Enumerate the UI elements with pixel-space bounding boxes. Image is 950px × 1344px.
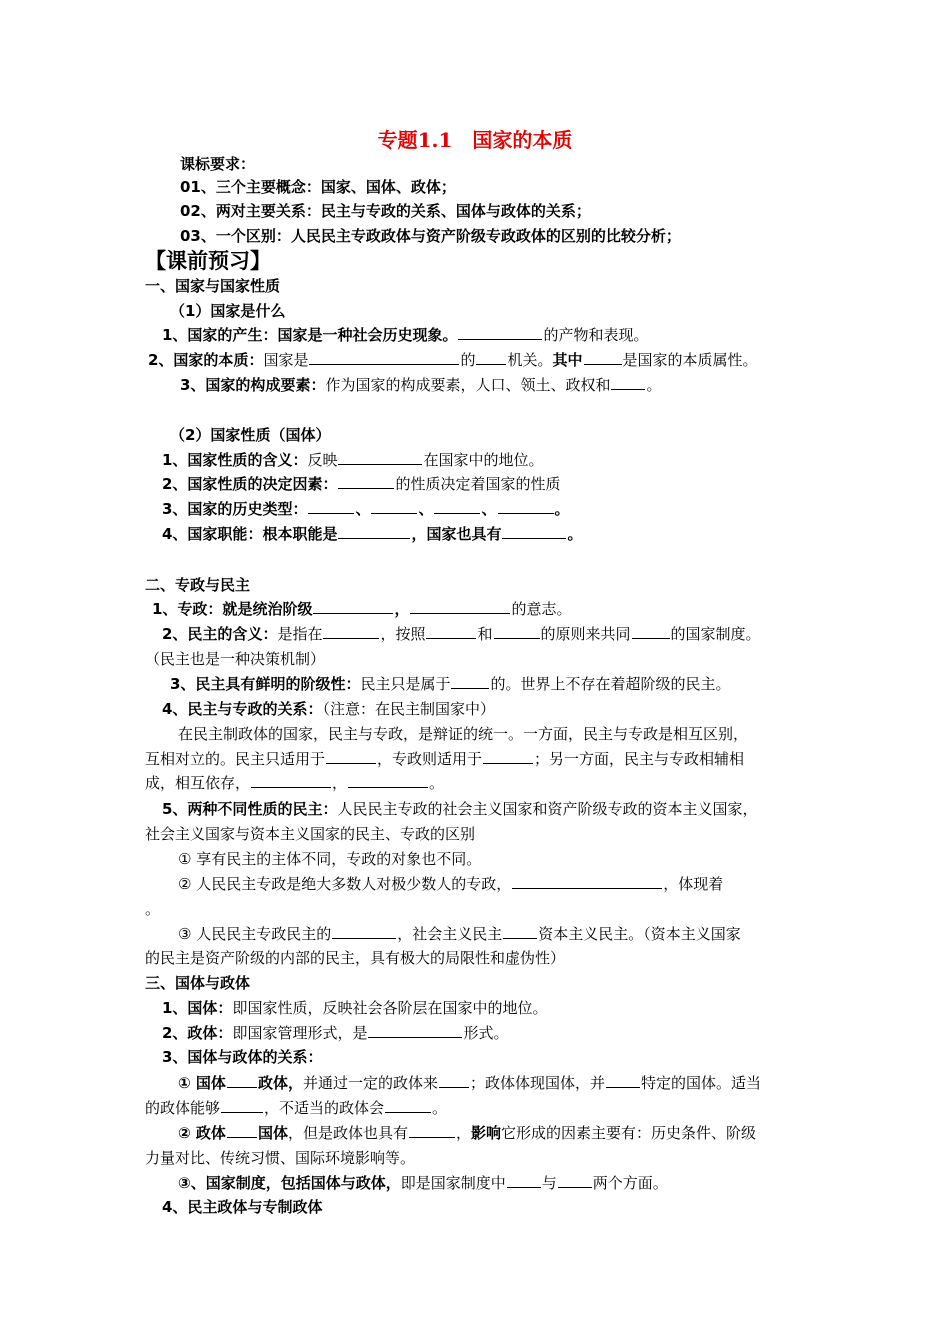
text: ② 政体	[178, 1124, 226, 1142]
text: 。	[432, 1099, 448, 1117]
s2-line-5	[162, 799, 757, 819]
text: 的	[460, 351, 476, 369]
subsection-1-title: （1）国家是什么	[170, 302, 286, 320]
fill-blank[interactable]	[348, 773, 428, 788]
section-3-title: 三、国体与政体	[145, 974, 251, 992]
fill-blank[interactable]	[507, 1173, 541, 1188]
fill-blank[interactable]	[512, 874, 662, 889]
text: 4、国家职能：根本职能是	[162, 525, 338, 543]
text: 人民民主专政的社会主义国家和资产阶级专政的资本主义国家，	[337, 800, 758, 818]
text: 并通过一定的政体来	[302, 1074, 438, 1092]
s2-compare-3-cont: 的民主是资产阶级的内部的民主，具有极大的局限性和虚伪性）	[145, 949, 566, 967]
fill-blank[interactable]	[338, 450, 422, 465]
s2-compare-3	[178, 924, 741, 944]
text: 1、国家的产生：国家是一种社会历史现象。	[162, 326, 458, 344]
separator: 、	[355, 500, 371, 518]
text: 资本主义民主。（资本主义国家	[538, 925, 741, 943]
fill-blank[interactable]	[451, 674, 489, 689]
s2-paragraph-line: 在民主制政体的国家，民主与专政，是辩证的统一。一方面，民主与专政是相互区别，	[178, 725, 749, 743]
s1-line-3	[180, 375, 661, 395]
s3-relation-2-cont: 力量对比、传统习惯、国际环境影响等。	[145, 1149, 416, 1167]
s1-item-2	[162, 474, 560, 494]
text: 影响	[470, 1124, 501, 1142]
text: 3、国家的历史类型：	[162, 500, 308, 518]
text: ；政体体现国体，并	[469, 1074, 605, 1092]
text: ，	[332, 774, 348, 792]
fill-blank[interactable]	[309, 350, 459, 365]
text: 反映	[307, 451, 338, 469]
text: 3、民主具有鲜明的阶级性：	[170, 675, 361, 693]
s3-relation-1-cont	[145, 1098, 447, 1118]
section-2-title: 二、专政与民主	[145, 576, 251, 594]
text: 是指在	[277, 625, 323, 643]
fill-blank[interactable]	[308, 499, 354, 514]
text: 2、国家性质的决定因素：	[162, 475, 338, 493]
fill-blank[interactable]	[326, 749, 376, 764]
text: 2、国家的本质：	[148, 351, 264, 369]
text: 政体，	[257, 1074, 303, 1092]
text: 的性质决定着国家的性质	[395, 475, 561, 493]
text: 的原则来共同	[540, 625, 631, 643]
s1-line-1	[162, 325, 648, 345]
fill-blank[interactable]	[426, 624, 476, 639]
separator: 、	[481, 500, 497, 518]
text: 形式。	[463, 1024, 509, 1042]
s2-paragraph-line	[145, 773, 444, 793]
text: 的意志。	[511, 600, 572, 618]
text: 的国家制度。	[670, 625, 761, 643]
preview-heading: 【课前预习】	[145, 249, 271, 273]
text: 即国家性质，反映社会各阶层在国家中的地位。	[232, 999, 548, 1017]
fill-blank[interactable]	[502, 524, 566, 539]
text: 的政体能够	[145, 1099, 221, 1117]
text: 在国家中的地位。	[423, 451, 544, 469]
fill-blank[interactable]	[606, 1073, 640, 1088]
s3-line-2	[162, 1023, 508, 1043]
text: 即是国家制度中	[400, 1174, 506, 1192]
fill-blank[interactable]	[338, 474, 394, 489]
text: 互相对立的。民主只适用于	[145, 750, 326, 768]
text: 成，相互依存，	[145, 774, 251, 792]
text: ，按照	[380, 625, 426, 643]
s3-line-1	[162, 998, 547, 1018]
fill-blank[interactable]	[313, 599, 393, 614]
text: 。	[646, 376, 662, 394]
fill-blank[interactable]	[503, 924, 537, 939]
fill-blank[interactable]	[498, 499, 554, 514]
text: ，	[455, 1124, 471, 1142]
fill-blank[interactable]	[332, 924, 396, 939]
s1-item-3	[162, 499, 570, 519]
fill-blank[interactable]	[494, 624, 540, 639]
fill-blank[interactable]	[323, 624, 379, 639]
requirements-label: 课标要求：	[180, 155, 256, 173]
text: 。	[554, 500, 570, 518]
text: 3、国家的构成要素：	[180, 376, 326, 394]
s3-line-4: 4、民主政体与专制政体	[162, 1198, 323, 1216]
s2-line-4	[162, 699, 495, 719]
fill-blank[interactable]	[458, 325, 542, 340]
s2-line-1	[152, 599, 571, 619]
text: ① 国体	[178, 1074, 226, 1092]
text: 的产物和表现。	[543, 326, 649, 344]
fill-blank[interactable]	[368, 1023, 462, 1038]
text: 特定的国体。适当	[640, 1074, 761, 1092]
text: 2、政体：	[162, 1024, 233, 1042]
text: 1、国家性质的含义：	[162, 451, 308, 469]
fill-blank[interactable]	[434, 499, 480, 514]
text: ，国家也具有	[411, 525, 502, 543]
fill-blank[interactable]	[385, 1098, 431, 1113]
text: 4、民主与专政的关系：	[162, 700, 323, 718]
text: 与	[541, 1174, 557, 1192]
fill-blank[interactable]	[371, 499, 417, 514]
text: ，不适当的政体会	[264, 1099, 385, 1117]
text: 5、两种不同性质的民主：	[162, 800, 338, 818]
text: 是国家的本质属性。	[622, 351, 758, 369]
fill-blank[interactable]	[558, 1173, 592, 1188]
text: 即国家管理形式，是	[232, 1024, 368, 1042]
s3-relation-2	[178, 1123, 756, 1143]
text: 机关。	[507, 351, 553, 369]
fill-blank[interactable]	[410, 599, 510, 614]
section-1-title: 一、国家与国家性质	[145, 277, 281, 295]
fill-blank[interactable]	[584, 350, 622, 365]
fill-blank[interactable]	[221, 1098, 263, 1113]
text: 。	[429, 774, 445, 792]
text: 1、国体：	[162, 999, 233, 1017]
s3-relation-3	[178, 1173, 668, 1193]
text: 和	[477, 625, 493, 643]
text: ② 人民民主专政是绝大多数人对极少数人的专政，	[178, 875, 512, 893]
s2-compare-2	[178, 874, 723, 894]
s2-line-5-cont: 社会主义国家与资本主义国家的民主、专政的区别	[145, 825, 476, 843]
subsection-2-title: （2）国家性质（国体）	[170, 426, 331, 444]
text: 作为国家的构成要素，人口、领土、政权和	[325, 376, 611, 394]
s1-item-1	[162, 450, 543, 470]
text: 民主只是属于	[360, 675, 451, 693]
text: ；另一方面，民主与专政相辅相	[534, 750, 745, 768]
fill-blank[interactable]	[251, 773, 331, 788]
text: 2、民主的含义：	[162, 625, 278, 643]
requirement-item: 03、一个区别：人民民主专政政体与资产阶级专政政体的区别的比较分析；	[180, 227, 681, 245]
fill-blank[interactable]	[483, 749, 533, 764]
text: ，社会主义民主	[397, 925, 503, 943]
fill-blank[interactable]	[227, 1073, 257, 1088]
s2-compare-1: ① 享有民主的主体不同，专政的对象也不同。	[178, 850, 482, 868]
s3-relation-1	[178, 1073, 761, 1093]
fill-blank[interactable]	[338, 524, 410, 539]
fill-blank[interactable]	[227, 1123, 257, 1138]
s2-note: （民主也是一种决策机制）	[145, 650, 326, 668]
text: 其中	[552, 351, 583, 369]
text: ③、国家制度，包括国体与政体，	[178, 1174, 401, 1192]
text: 国体	[257, 1124, 288, 1142]
text: 它形成的因素主要有：历史条件、阶级	[501, 1124, 757, 1142]
s3-line-3: 3、国体与政体的关系：	[162, 1048, 323, 1066]
requirement-item: 02、两对主要关系：民主与专政的关系、国体与政体的关系；	[180, 202, 591, 220]
text: 国家是	[263, 351, 309, 369]
text: ，专政则适用于	[377, 750, 483, 768]
text: 1、专政：就是统治阶级	[152, 600, 313, 618]
fill-blank[interactable]	[632, 624, 670, 639]
text: （注意：在民主制国家中）	[322, 700, 495, 718]
text: ，但是政体也具有	[287, 1124, 408, 1142]
s1-line-2	[148, 350, 758, 370]
text: 的。世界上不存在着超阶级的民主。	[490, 675, 731, 693]
separator: 、	[418, 500, 434, 518]
text: ，	[394, 600, 410, 618]
text: 两个方面。	[592, 1174, 668, 1192]
s2-line-3	[170, 674, 730, 694]
text: ，体现着	[663, 875, 724, 893]
fill-blank[interactable]	[439, 1073, 469, 1088]
text: 。	[567, 525, 583, 543]
text: ③ 人民民主专政民主的	[178, 925, 332, 943]
page-title: 专题1.1 国家的本质	[377, 128, 573, 152]
fill-blank[interactable]	[409, 1123, 455, 1138]
s2-compare-2-end: 。	[145, 900, 161, 918]
s2-line-2	[162, 624, 761, 644]
s2-paragraph-line	[145, 749, 744, 769]
fill-blank[interactable]	[476, 350, 506, 365]
fill-blank[interactable]	[611, 375, 645, 390]
s1-item-4	[162, 524, 582, 544]
requirement-item: 01、三个主要概念：国家、国体、政体；	[180, 178, 456, 196]
